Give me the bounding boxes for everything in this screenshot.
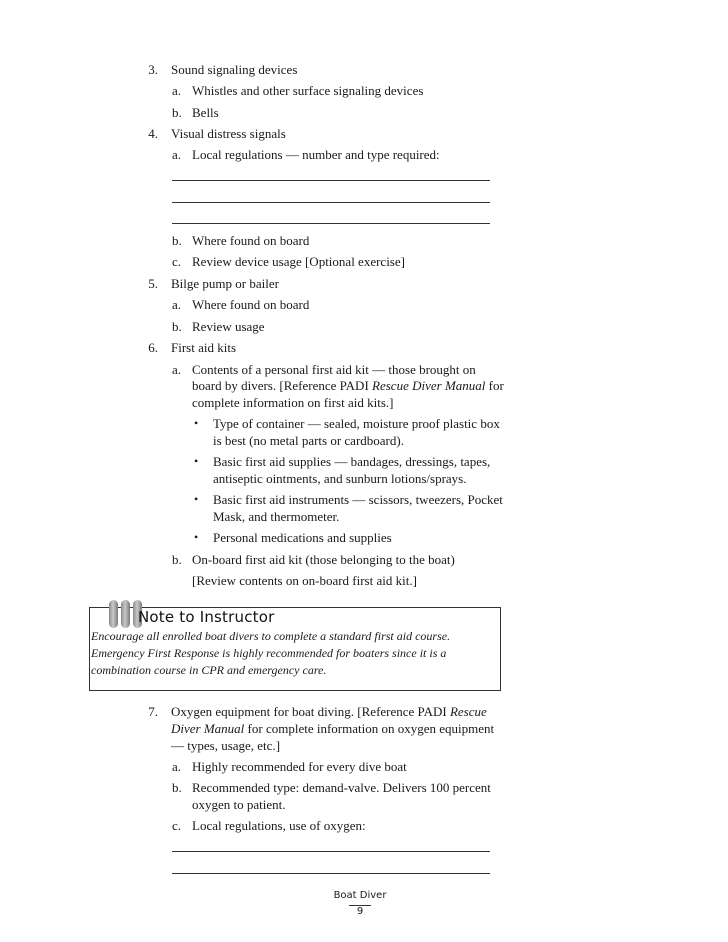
bullet-2-line-1: Basic first aid supplies — bandages, dressings, tapes, bbox=[213, 454, 491, 469]
item-6a-line-1: Contents of a personal first aid kit — those brought on bbox=[192, 362, 476, 377]
item-4-text: Visual distress signals bbox=[171, 126, 286, 141]
item-5-text: Bilge pump or bailer bbox=[171, 276, 279, 291]
item-7b-line-1: Recommended type: demand-valve. Delivers 100 percent bbox=[192, 780, 491, 795]
item-7-number: 7. bbox=[148, 704, 158, 719]
bullet-4-line-1: Personal medications and supplies bbox=[213, 530, 392, 545]
note-line-3: combination course in CPR and emergency care. bbox=[91, 663, 327, 677]
bullet-1-line-1: Type of container — sealed, moisture proof plastic box bbox=[213, 416, 500, 431]
bullet-2-line-2: antiseptic ointments, and sunburn lotions/sprays. bbox=[213, 471, 467, 486]
fill-in-line bbox=[172, 180, 490, 181]
item-5-number: 5. bbox=[148, 276, 158, 291]
item-6b-line-1: On-board first aid kit (those belonging to the boat) bbox=[192, 552, 455, 567]
note-marker-icon bbox=[121, 600, 130, 628]
manual-title: Diver Manual bbox=[171, 721, 245, 736]
item-7-line-2: Diver Manual for complete information on oxygen equipment bbox=[171, 721, 495, 736]
item-6-number: 6. bbox=[148, 340, 158, 355]
item-4-number: 4. bbox=[148, 126, 158, 141]
item-6b-letter: b. bbox=[172, 552, 182, 567]
fill-in-line bbox=[172, 873, 490, 874]
manual-title: Rescue bbox=[449, 704, 487, 719]
item-4a-text: Local regulations — number and type required: bbox=[192, 147, 440, 162]
item-5a-text: Where found on board bbox=[192, 297, 310, 312]
bullet-3-line-2: Mask, and thermometer. bbox=[213, 509, 340, 524]
bullet-1-line-2: is best (no metal parts or cardboard). bbox=[213, 433, 404, 448]
item-6a-line-3: complete information on first aid kits.] bbox=[192, 395, 394, 410]
item-4c-letter: c. bbox=[172, 254, 182, 269]
item-7c-letter: c. bbox=[172, 818, 182, 833]
item-5b-letter: b. bbox=[172, 319, 182, 334]
item-4b-text: Where found on board bbox=[192, 233, 310, 248]
item-3b-text: Bells bbox=[192, 105, 219, 120]
item-7b-letter: b. bbox=[172, 780, 182, 795]
fill-in-line bbox=[172, 202, 490, 203]
item-7a-text: Highly recommended for every dive boat bbox=[192, 759, 407, 774]
item-6a-letter: a. bbox=[172, 362, 182, 377]
bullet-3-line-1: Basic first aid instruments — scissors, tweezers, Pocket bbox=[213, 492, 503, 507]
manual-title: Rescue Diver Manual bbox=[372, 378, 486, 393]
note-body bbox=[91, 628, 496, 679]
bullet-icon: • bbox=[194, 454, 199, 468]
page-number: 9 bbox=[356, 906, 364, 917]
note-title: Note to Instructor bbox=[138, 608, 275, 626]
item-5b-text: Review usage bbox=[192, 319, 265, 334]
bullet-icon: • bbox=[194, 530, 199, 544]
item-7-line-1: Oxygen equipment for boat diving. [Reference PADI Rescue bbox=[171, 704, 487, 719]
bullet-icon: • bbox=[194, 416, 199, 430]
note-line-1: Encourage all enrolled boat divers to complete a standard first aid course. bbox=[91, 629, 451, 643]
item-3-text: Sound signaling devices bbox=[171, 62, 298, 77]
fill-in-line bbox=[172, 851, 490, 852]
item-4c-text: Review device usage [Optional exercise] bbox=[192, 254, 405, 269]
fill-in-line bbox=[172, 223, 490, 224]
item-5a-letter: a. bbox=[172, 297, 182, 312]
note-line-2: Emergency First Response is highly recommended for boaters since it is a bbox=[91, 646, 447, 660]
note-marker-icon bbox=[109, 600, 118, 628]
item-6-text: First aid kits bbox=[171, 340, 237, 355]
item-6b-line-2: [Review contents on on-board first aid kit.] bbox=[192, 573, 417, 588]
item-7c-text: Local regulations, use of oxygen: bbox=[192, 818, 366, 833]
item-3-number: 3. bbox=[148, 62, 158, 77]
item-7b-line-2: oxygen to patient. bbox=[192, 797, 286, 812]
item-7a-letter: a. bbox=[172, 759, 182, 774]
item-4b-letter: b. bbox=[172, 233, 182, 248]
item-6a-line-2: board by divers. [Reference PADI Rescue Diver Manual for bbox=[192, 378, 504, 393]
item-4a-letter: a. bbox=[172, 147, 182, 162]
footer-title: Boat Diver bbox=[333, 890, 387, 901]
item-3a-text: Whistles and other surface signaling devices bbox=[192, 83, 424, 98]
bullet-icon: • bbox=[194, 492, 199, 506]
item-3a-letter: a. bbox=[172, 83, 182, 98]
item-7-line-3: — types, usage, etc.] bbox=[171, 738, 281, 753]
item-3b-letter: b. bbox=[172, 105, 182, 120]
